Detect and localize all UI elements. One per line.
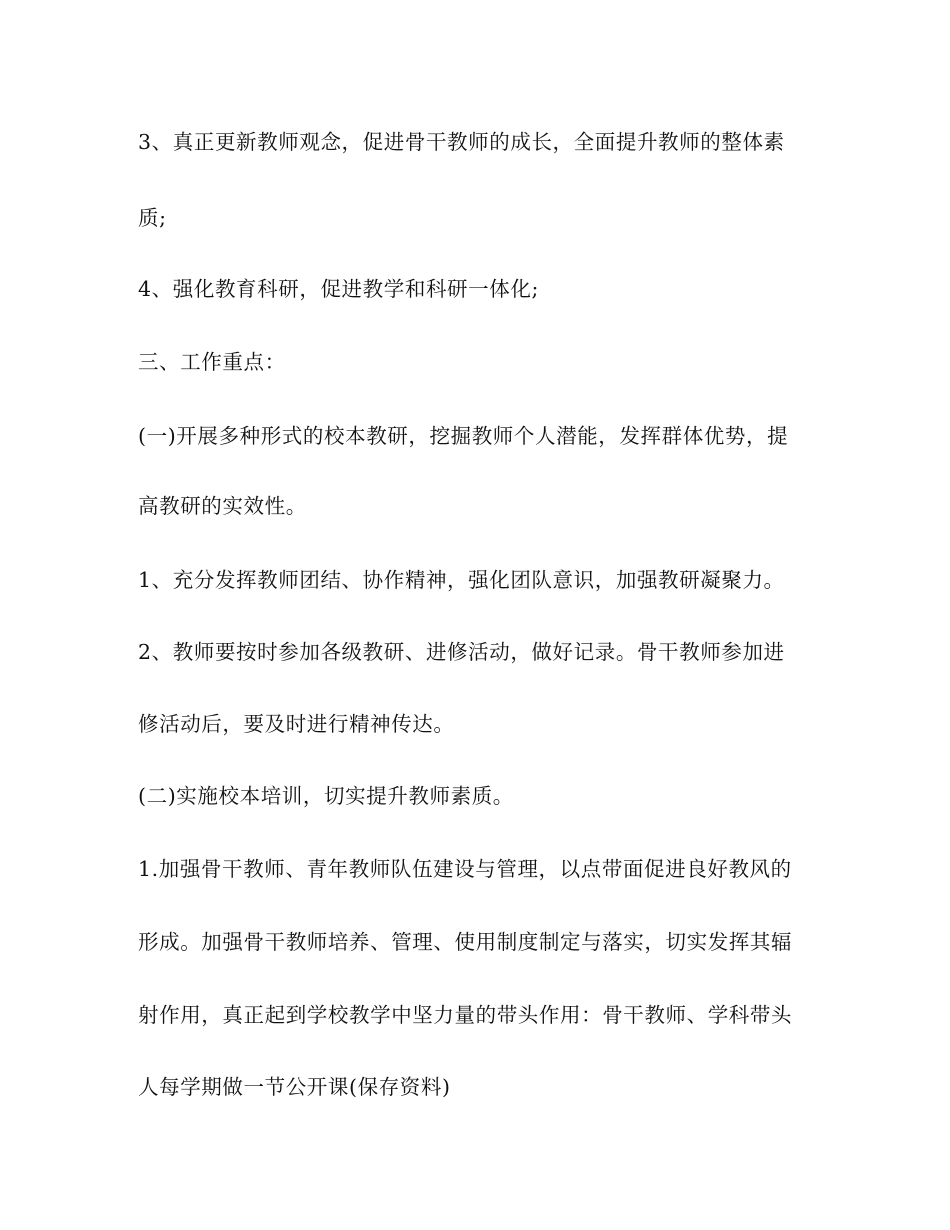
text-line: 质; xyxy=(138,206,167,230)
text-line: 4、强化教育科研，促进教学和科研一体化; xyxy=(138,277,539,301)
text-line: 2、教师要按时参加各级教研、进修活动，做好记录。骨干教师参加进 xyxy=(138,640,785,664)
text-line: 1.加强骨干教师、青年教师队伍建设与管理，以点带面促进良好教风的 xyxy=(138,857,792,881)
section-heading: 三、工作重点： xyxy=(138,350,286,374)
text-line: 1、充分发挥教师团结、协作精神，强化团队意识，加强教研凝聚力。 xyxy=(138,568,785,592)
text-line: 修活动后，要及时进行精神传达。 xyxy=(138,712,455,736)
text-line: 人每学期做一节公开课(保存资料) xyxy=(138,1075,451,1099)
text-line: 射作用，真正起到学校教学中坚力量的带头作用：骨干教师、学科带头 xyxy=(138,1003,793,1027)
subsection-heading: (一)开展多种形式的校本教研，挖掘教师个人潜能，发挥群体优势，提 xyxy=(138,424,789,448)
text-line: 形成。加强骨干教师培养、管理、使用制度制定与落实，切实发挥其辐 xyxy=(138,930,793,954)
subsection-heading: (二)实施校本培训，切实提升教师素质。 xyxy=(138,784,514,808)
text-line: 高教研的实效性。 xyxy=(138,494,307,518)
text-line: 3、真正更新教师观念，促进骨干教师的成长，全面提升教师的整体素 xyxy=(138,130,785,154)
